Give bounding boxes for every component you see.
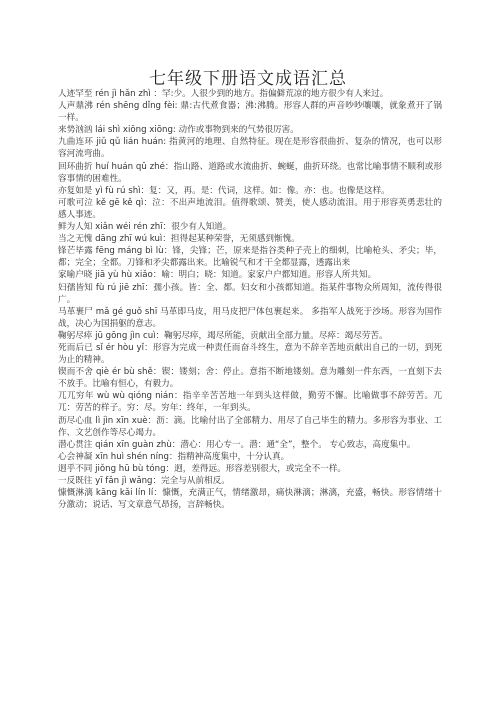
idiom-entry: 来势汹汹 lái shì xiōng xiōng: 动作或事物到来的气势很厉害。 bbox=[58, 125, 299, 136]
idiom-entry: 回环曲折 huí huán qǔ zhé：指山路、道路或水流曲折、蜿蜒，曲折环绕。也常比喻事情不顺利或形容事情的困难性。 bbox=[58, 161, 442, 184]
idiom-entry: 妇孺皆知 fù rú jiē zhī：孺小孩。皆：全、都。妇女和小孩都知道。指某件事物众所周知，流传得很广。 bbox=[58, 282, 442, 305]
idiom-entry: 沥尽心血 lì jìn xīn xuè：沥：滴。比喻付出了全部精力、用尽了自己毕生的精力。多形容为事业、工作、文艺创作等尽心竭力。 bbox=[58, 415, 442, 438]
document-title: 七年级下册语文成语汇总 bbox=[149, 69, 347, 89]
idiom-entry: 鲜为人知 xiǎn wéi rén zhī：很少有人知道。 bbox=[58, 222, 232, 233]
idiom-entry: 可歌可泣 kě gē kě qì：泣：不出声地流泪。值得歌颂、赞美，使人感动流泪。用于形容英勇悲壮的感人事迹。 bbox=[58, 197, 442, 220]
idiom-entry: 一反既往 yī fǎn jì wǎng：完全与从前相反。 bbox=[58, 476, 230, 486]
idiom-entry: 马革裹尸 mǎ gé guǒ shī 马革即马皮，用马皮把尸体包裹起来。 多指军人战死于沙场。形容为国作战，决心为国捐躯的意志。 bbox=[58, 306, 442, 329]
idiom-entry: 迥乎不同 jiǒng hū bù tóng：迥，差得远。形容差别很大，或完全不一样。 bbox=[58, 463, 347, 474]
idiom-entry: 人声鼎沸 rén shēng dǐng fèi: 鼎:古代煮食器；沸:沸腾。形容人群的声音吵吵嚷嚷，就象煮开了锅一样。 bbox=[58, 101, 442, 124]
idiom-entry: 心会神凝 xīn huì shén níng：指精神高度集中，十分认真。 bbox=[58, 451, 290, 462]
idiom-entry: 亦复如是 yì fù rú shì：复：又，再。是：代词，这样。如：像。亦：也。也像是这样。 bbox=[58, 185, 390, 196]
idiom-entry: 死而后已 sǐ ér hòu yǐ：形容为完成一种责任而奋斗终生，意为不辞辛苦地贡献出自己的一切，到死为止的精神。 bbox=[58, 342, 442, 366]
idiom-entry: 慷慨淋漓 kāng kǎi lín lí：慷慨，充满正气，情绪激昂，痛快淋漓；淋漓，充盛，畅快。形容情绪十分激动；说话、写文章意气昂扬，言辞畅快。 bbox=[58, 488, 442, 511]
idiom-entry: 当之无愧 dāng zhī wú kuì：担得起某种荣誉，无须感到惭愧。 bbox=[58, 234, 300, 245]
idiom-entry: 锲而不舍 qiè ér bù shě：锲：镂刻；舍：停止。意指不断地镂刻。意为雕刻一件东西，一直刻下去不放手。比喻有恒心，有毅力。 bbox=[58, 367, 442, 390]
idiom-entry: 家喻户晓 jiā yù hù xiǎo：喻：明白；晓：知道。家家户户都知道。形容人所共知。 bbox=[58, 270, 377, 281]
idiom-entry: 鞠躬尽瘁 jū gōng jìn cuì：鞠躬尽瘁，竭尽所能，贡献出全部力量。尽瘁：竭尽劳苦。 bbox=[58, 330, 388, 341]
idiom-entry: 人迹罕至 rén jì hǎn zhì ：罕:少。人很少到的地方。指偏僻荒凉的地方很少有人来过。 bbox=[58, 89, 389, 99]
idiom-entry: 兀兀穷年 wù wù qióng nián：指辛辛苦苦地一年到头这样做，勤劳不懈。比喻做事不辞劳苦。兀兀：劳苦的样子。穷：尽。穷年：终年，一年到头。 bbox=[58, 391, 442, 414]
idiom-entry: 九曲连环 jiǔ qǔ lián huán: 指黄河的地理、自然特征。现在是形容很曲折、复杂的情况，也可以形容河流弯曲。 bbox=[58, 137, 442, 160]
idiom-list bbox=[58, 88, 442, 511]
idiom-entry: 潜心贯注 qián xīn guàn zhù：潜心：用心专一。潜：通“全”，整个。 专心致志，高度集中。 bbox=[58, 439, 416, 450]
idiom-entry: 锋芒毕露 fēng máng bì lù：锋，尖锋；芒，原来是指谷类种子壳上的细刺，比喻枪头、矛尖；毕，都；完全；全都。刀锋和矛尖都露出来。比喻锐气和才干全都显露，透露出来 bbox=[58, 246, 442, 269]
